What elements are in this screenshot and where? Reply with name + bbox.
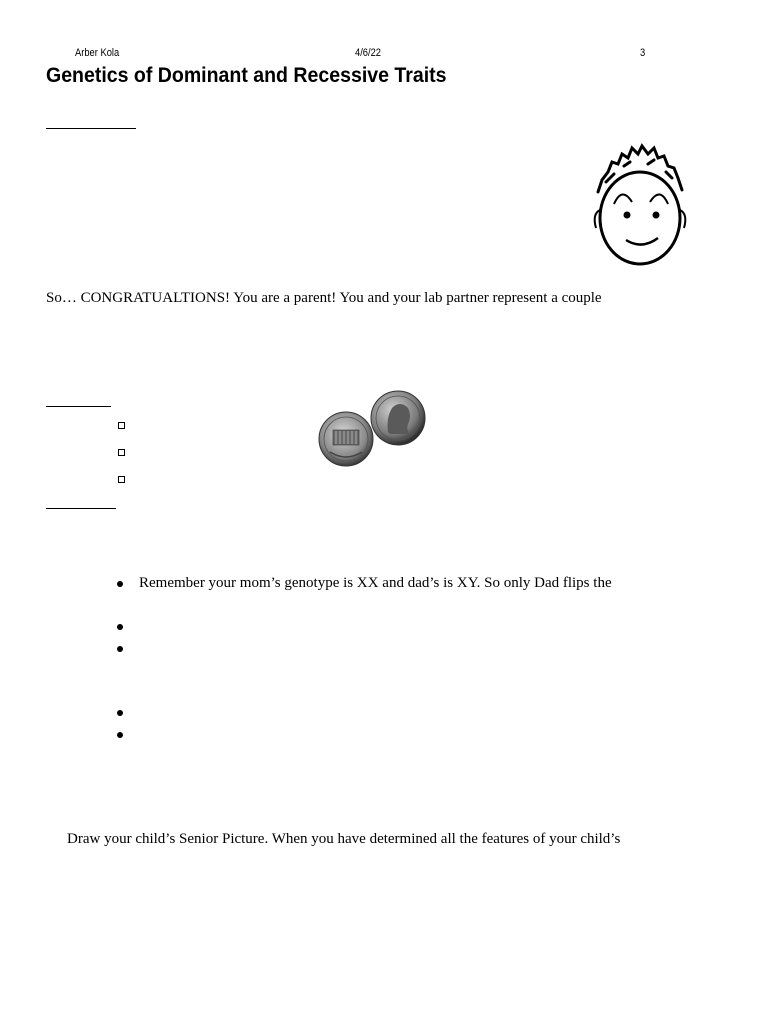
coins-image xyxy=(316,388,428,468)
congrats-paragraph: So… CONGRATUALTIONS! You are a parent! You and your lab partner represent a couple xyxy=(46,290,602,306)
checkbox-bullet-icon xyxy=(118,422,125,429)
penny-back-icon xyxy=(319,412,373,466)
page-title: Genetics of Dominant and Recessive Traits xyxy=(46,64,447,87)
section-underline-materials xyxy=(46,406,111,407)
checkbox-bullet-icon xyxy=(118,449,125,456)
bullet-dot-icon xyxy=(117,732,123,738)
author-name: Arber Kola xyxy=(75,47,120,59)
genotype-bullet-text: Remember your mom’s genotype is XX and dad’s is XY. So only Dad flips the xyxy=(139,575,612,591)
document-date: 4/6/22 xyxy=(355,47,382,59)
page-number: 3 xyxy=(640,47,646,59)
checkbox-bullet-icon xyxy=(118,476,125,483)
penny-front-icon xyxy=(371,391,425,445)
bullet-dot-icon xyxy=(117,646,123,652)
bullet-dot-icon xyxy=(117,710,123,716)
left-eye-icon xyxy=(624,212,631,219)
section-underline-procedure xyxy=(46,508,116,509)
face-outline-icon xyxy=(600,172,680,264)
right-eye-icon xyxy=(653,212,660,219)
bullet-dot-icon xyxy=(117,581,123,587)
cartoon-face-image xyxy=(588,142,694,268)
bullet-dot-icon xyxy=(117,624,123,630)
senior-picture-paragraph: Draw your child’s Senior Picture. When you have determined all the features of your child’s xyxy=(67,831,621,847)
heading-underline xyxy=(46,128,136,129)
